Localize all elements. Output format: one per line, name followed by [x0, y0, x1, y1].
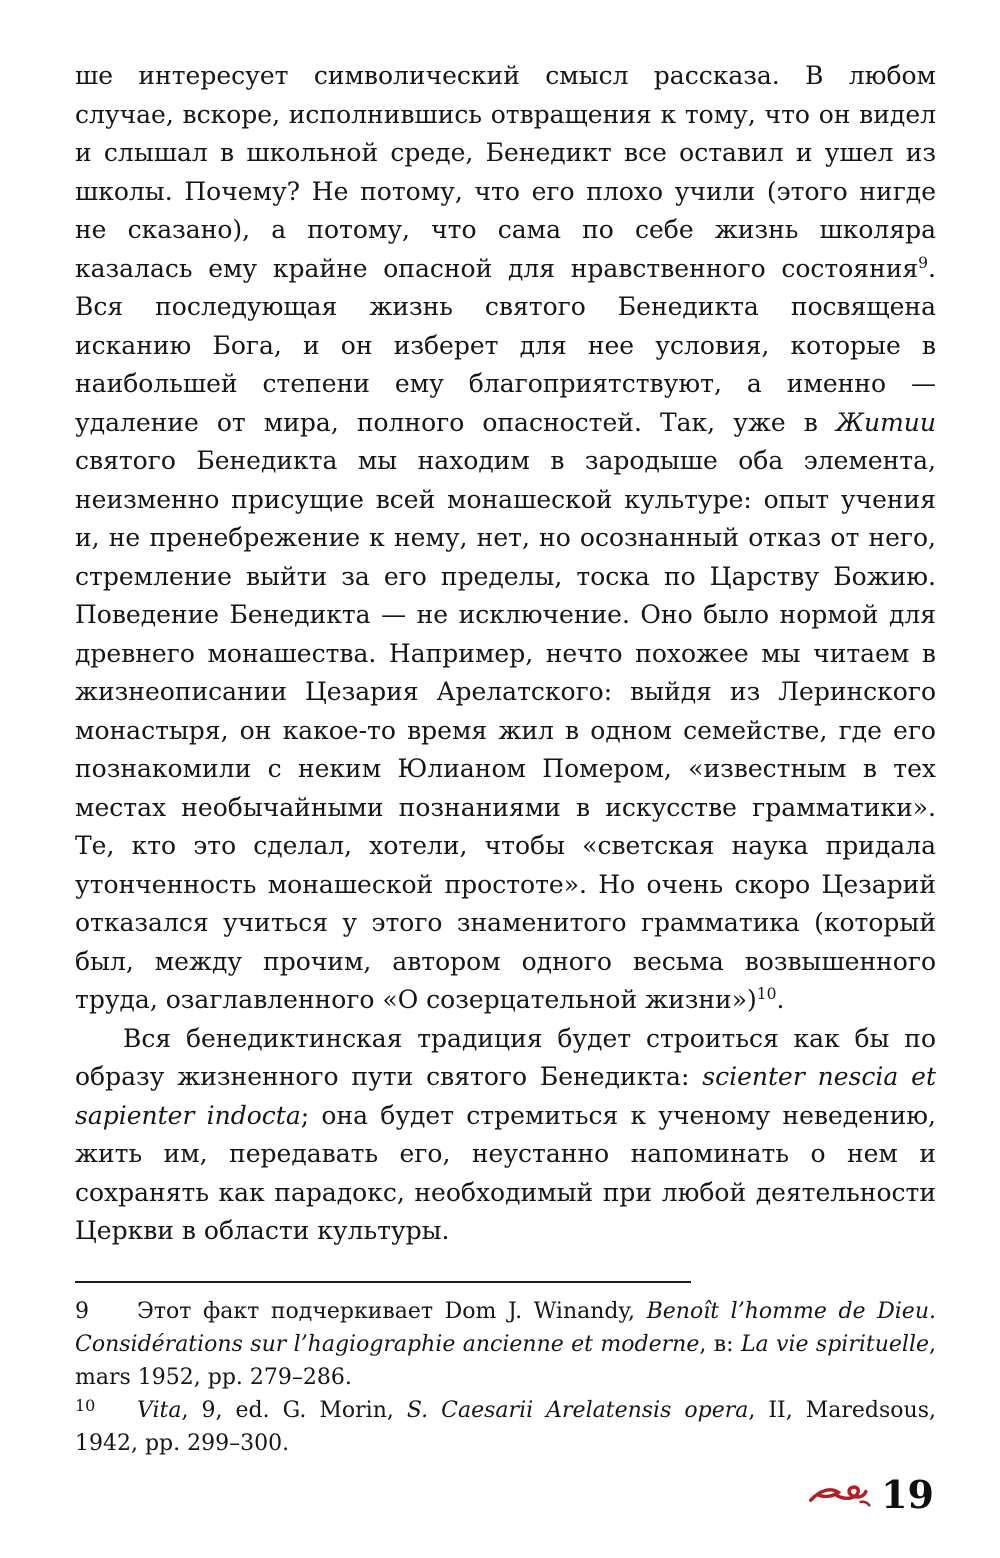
footnote-divider [75, 1281, 691, 1283]
body-text: . [776, 985, 785, 1014]
footnote-text: , в: [699, 1331, 741, 1357]
body-text: ше интересует символический смысл рассказа. В любом случае, вскоре, исполнившись отвращения к тому, что он видел и слышал в школьной среде, Бенедикт все оставил и ушел из школы. Почему? Не потому, что его плохо учили (этого нигде не сказано), а потому, что сама по себе жизнь школяра казалась ему крайне опасной для нравственного состояния [75, 61, 936, 283]
footnote-text: Этот факт подчеркивает Dom J. Winandy, [137, 1298, 647, 1324]
italic-work-title: S. Caesarii Arelatensis opera [406, 1397, 749, 1423]
page-footer [809, 1472, 934, 1517]
footnote-9 [75, 1295, 936, 1394]
main-text-block [75, 57, 936, 1251]
italic-work-title: Benoît l’homme de Dieu. Considérations sur l’hagiographie ancienne et moderne [75, 1298, 936, 1357]
footnote-text: , mars 1952, pp. 279–286. [75, 1331, 937, 1390]
footnote-marker-9: 9 [75, 1298, 89, 1324]
body-text: ; она будет стремиться к ученому неведению, жить им, передавать его, неустанно напоминать о нем и сохранять как парадокс, необходимый при любой деятельности Церкви в области культуры. [75, 1100, 936, 1245]
body-text: . Вся последующая жизнь святого Бенедикта посвящена исканию Бога, и он изберет для нее условия, которые в наибольшей степени ему благоприятствуют, а именно — удаление от мира, полного опасностей. Так, уже в [75, 253, 936, 437]
footnote-ref-9: 9 [918, 253, 929, 272]
footnote-text: , 9, ed. G. Morin, [181, 1397, 407, 1423]
italic-work-title: Vita [137, 1397, 182, 1423]
footnotes-block [75, 1295, 936, 1460]
footnote-ref-10: 10 [756, 985, 777, 1004]
footnote-marker-10: 10 [75, 1395, 96, 1415]
body-text: Вся бенедиктинская традиция будет строиться как бы по образу жизненного пути святого Бенедикта: [75, 1023, 936, 1091]
calligraphic-flourish-icon [809, 1482, 871, 1508]
body-text: святого Бенедикта мы находим в зародыше оба элемента, неизменно присущие всей монашеской культуре: опыт учения и, не пренебрежение к нему, нет, но осознанный отказ от него, стремление выйти за его пределы, тоска по Царству Божию. Поведение Бенедикта — не исключение. Оно было нормой для древнего монашества. Например, нечто похожее мы читаем в жизнеописании Цезария Арелатского: выйдя из Леринского монастыря, он какое-то время жил в одном семействе, где его познакомили с неким Юлианом Помером, «известным в тех местах необычайными познаниями в искусстве грамматики». Те, кто это сделал, хотели, чтобы «светская наука придала утонченность монашеской простоте». Но очень скоро Цезарий отказался учиться у этого знаменитого грамматика (который был, между прочим, автором одного весьма возвышенного труда, озаглавленного «О созерцательной жизни») [75, 446, 936, 1014]
paragraph-1 [75, 57, 936, 1020]
italic-work-title: Житии [835, 407, 936, 437]
page-number: 19 [881, 1472, 934, 1517]
latin-phrase: scienter nescia et sapienter indocta [75, 1062, 936, 1130]
paragraph-2 [75, 1020, 936, 1251]
footnote-10 [75, 1394, 936, 1460]
italic-journal-title: La vie spirituelle [740, 1331, 930, 1357]
footnote-text: , II, Maredsous, 1942, pp. 299–300. [75, 1397, 936, 1456]
